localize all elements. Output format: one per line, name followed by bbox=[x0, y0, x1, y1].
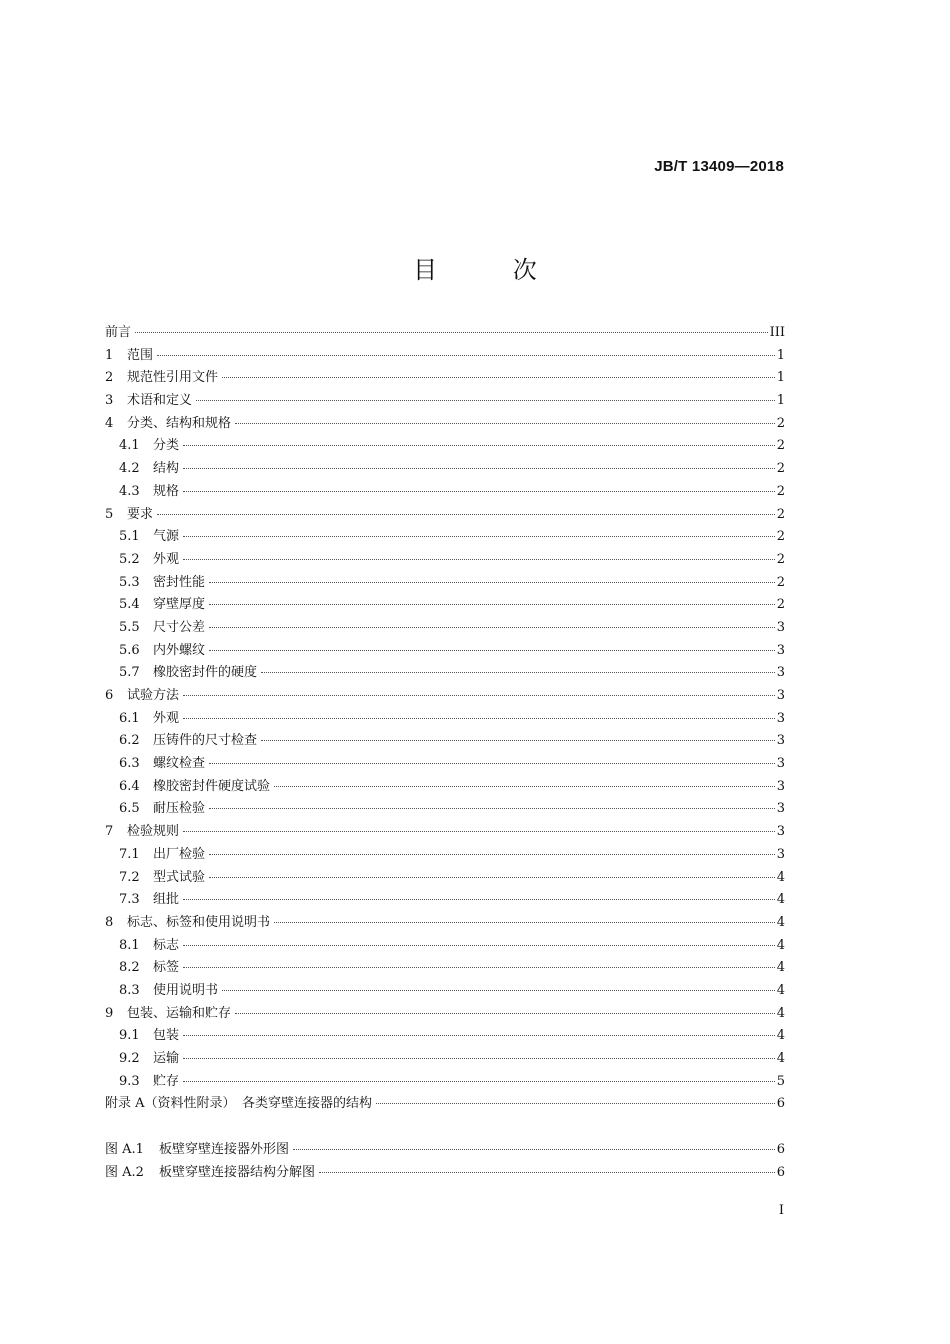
entry-number: 7.3 bbox=[119, 892, 140, 908]
dot-leader bbox=[209, 582, 775, 583]
toc-entry[interactable] bbox=[105, 481, 785, 504]
toc-entry[interactable] bbox=[105, 458, 785, 481]
dot-leader bbox=[235, 1013, 775, 1014]
toc-entry[interactable] bbox=[105, 957, 785, 980]
entry-number: 图 A.2 bbox=[105, 1164, 144, 1180]
entry-title: 橡胶密封件的硬度 bbox=[153, 665, 258, 681]
entry-page-number: 6 bbox=[776, 1142, 785, 1158]
toc-entry[interactable] bbox=[105, 730, 785, 753]
entry-page-number: 3 bbox=[776, 846, 785, 862]
toc-entry[interactable] bbox=[105, 776, 785, 799]
toc-entry[interactable] bbox=[105, 1048, 785, 1071]
entry-number: 6.1 bbox=[119, 710, 140, 726]
entry-page-number: 2 bbox=[776, 551, 785, 567]
toc-entry[interactable] bbox=[105, 980, 785, 1003]
entry-page-number: 2 bbox=[776, 529, 785, 545]
entry-title: 贮存 bbox=[153, 1073, 180, 1089]
entry-page-number: 3 bbox=[776, 710, 785, 726]
entry-number: 5.4 bbox=[119, 597, 140, 613]
page-folio: I bbox=[778, 1203, 784, 1218]
entry-title: 规范性引用文件 bbox=[127, 370, 219, 386]
entry-page-number: 3 bbox=[776, 665, 785, 681]
entry-title: 附录 A（资料性附录） 各类穿壁连接器的结构 bbox=[105, 1096, 373, 1112]
entry-title: 尺寸公差 bbox=[153, 619, 206, 635]
toc-entry[interactable] bbox=[105, 753, 785, 776]
entry-page-number: 2 bbox=[776, 438, 785, 454]
entry-title: 标志、标签和使用说明书 bbox=[127, 914, 271, 930]
dot-leader bbox=[183, 468, 775, 469]
dot-leader bbox=[183, 445, 775, 446]
entry-page-number: 4 bbox=[776, 1005, 785, 1021]
entry-title: 气源 bbox=[153, 529, 180, 545]
entry-number: 5.6 bbox=[119, 642, 140, 658]
entry-number: 8 bbox=[105, 914, 114, 930]
dot-leader bbox=[183, 491, 775, 492]
toc-entry[interactable] bbox=[105, 1003, 785, 1026]
dot-leader bbox=[183, 1035, 775, 1036]
entry-page-number: 2 bbox=[776, 574, 785, 590]
entry-page-number: 4 bbox=[776, 937, 785, 953]
entry-number: 3 bbox=[105, 393, 114, 409]
entry-number: 9.1 bbox=[119, 1028, 140, 1044]
entry-title: 外观 bbox=[153, 710, 180, 726]
dot-leader bbox=[209, 650, 775, 651]
entry-title: 使用说明书 bbox=[153, 982, 219, 998]
entry-title: 耐压检验 bbox=[153, 801, 206, 817]
entry-number: 4.1 bbox=[119, 438, 140, 454]
entry-title: 型式试验 bbox=[153, 869, 206, 885]
entry-page-number: 4 bbox=[776, 982, 785, 998]
entry-number: 5.1 bbox=[119, 529, 140, 545]
entry-number: 1 bbox=[105, 347, 114, 363]
figure-entry[interactable] bbox=[105, 1162, 785, 1185]
dot-leader bbox=[209, 627, 775, 628]
dot-leader bbox=[376, 1103, 775, 1104]
toc-entry[interactable] bbox=[105, 594, 785, 617]
dot-leader bbox=[196, 400, 775, 401]
entry-number: 5.7 bbox=[119, 665, 140, 681]
toc-entry[interactable] bbox=[105, 617, 785, 640]
entry-page-number: 3 bbox=[776, 619, 785, 635]
entry-number: 6.4 bbox=[119, 778, 140, 794]
entry-number: 4 bbox=[105, 415, 114, 431]
entry-page-number: 3 bbox=[776, 688, 785, 703]
dot-leader bbox=[209, 808, 775, 809]
entry-number: 5.2 bbox=[119, 551, 140, 567]
entry-number: 8.3 bbox=[119, 982, 140, 998]
entry-page-number: 3 bbox=[776, 824, 785, 840]
dot-leader bbox=[209, 604, 775, 605]
entry-title: 出厂检验 bbox=[153, 846, 206, 862]
entry-title: 分类、结构和规格 bbox=[127, 415, 232, 431]
table-of-contents bbox=[105, 322, 785, 1184]
toc-entry[interactable] bbox=[105, 1071, 785, 1094]
entry-title: 标志 bbox=[153, 937, 180, 953]
toc-entry[interactable] bbox=[105, 662, 785, 685]
dot-leader bbox=[183, 559, 775, 560]
entry-number: 8.1 bbox=[119, 937, 140, 953]
entry-number: 2 bbox=[105, 370, 114, 386]
entry-number: 8.2 bbox=[119, 960, 140, 976]
toc-entry[interactable] bbox=[105, 912, 785, 935]
toc-entry[interactable] bbox=[105, 935, 785, 958]
page-title: 目 次 bbox=[413, 256, 571, 284]
entry-title: 压铸件的尺寸检查 bbox=[153, 733, 258, 749]
entry-number: 6 bbox=[105, 688, 114, 703]
dot-leader bbox=[183, 1058, 775, 1059]
entry-number: 图 A.1 bbox=[105, 1142, 144, 1158]
entry-page-number: 3 bbox=[776, 756, 785, 772]
toc-entry[interactable] bbox=[105, 798, 785, 821]
entry-title: 穿壁厚度 bbox=[153, 597, 206, 613]
entry-number: 9 bbox=[105, 1005, 114, 1021]
dot-leader bbox=[293, 1149, 775, 1150]
entry-page-number: 2 bbox=[776, 415, 785, 431]
toc-entry[interactable] bbox=[105, 1025, 785, 1048]
entry-page-number: 4 bbox=[776, 892, 785, 908]
dot-leader bbox=[261, 672, 775, 673]
dot-leader bbox=[183, 967, 775, 968]
entry-page-number: 2 bbox=[776, 483, 785, 499]
dot-leader bbox=[183, 1081, 775, 1082]
toc-entry[interactable] bbox=[105, 867, 785, 890]
entry-title: 检验规则 bbox=[127, 824, 180, 840]
dot-leader bbox=[183, 899, 775, 900]
toc-entry[interactable] bbox=[105, 708, 785, 731]
entry-number: 5 bbox=[105, 506, 114, 522]
figure-entry[interactable] bbox=[105, 1139, 785, 1162]
entry-page-number: 1 bbox=[776, 347, 785, 363]
entry-title: 前言 bbox=[105, 325, 132, 340]
entry-title: 板壁穿壁连接器外形图 bbox=[159, 1142, 290, 1158]
entry-page-number: 5 bbox=[776, 1073, 785, 1089]
entry-number: 9.2 bbox=[119, 1051, 140, 1066]
entry-title: 试验方法 bbox=[127, 688, 180, 703]
entry-page-number: 4 bbox=[776, 1051, 785, 1066]
toc-entry[interactable] bbox=[105, 685, 785, 708]
entry-page-number: 3 bbox=[776, 733, 785, 749]
standard-number: JB/T 13409—2018 bbox=[654, 158, 784, 175]
dot-leader bbox=[235, 423, 775, 424]
entry-page-number: 1 bbox=[776, 393, 785, 409]
entry-page-number: 6 bbox=[776, 1096, 785, 1112]
dot-leader bbox=[222, 377, 775, 378]
entry-page-number: III bbox=[769, 325, 785, 340]
dot-leader bbox=[183, 718, 775, 719]
entry-title: 运输 bbox=[153, 1051, 180, 1066]
dot-leader bbox=[183, 831, 775, 832]
entry-page-number: 4 bbox=[776, 869, 785, 885]
dot-leader bbox=[209, 763, 775, 764]
toc-entry[interactable] bbox=[105, 322, 785, 345]
dot-leader bbox=[209, 854, 775, 855]
entry-title: 橡胶密封件硬度试验 bbox=[153, 778, 271, 794]
dot-leader bbox=[209, 877, 775, 878]
entry-number: 4.2 bbox=[119, 461, 140, 477]
dot-leader bbox=[274, 786, 775, 787]
entry-page-number: 3 bbox=[776, 778, 785, 794]
dot-leader bbox=[222, 990, 775, 991]
entry-title: 分类 bbox=[153, 438, 180, 454]
entry-number: 6.3 bbox=[119, 756, 140, 772]
dot-leader bbox=[183, 536, 775, 537]
toc-entry[interactable] bbox=[105, 1093, 785, 1116]
dot-leader bbox=[135, 332, 768, 333]
toc-entry[interactable] bbox=[105, 572, 785, 595]
entry-number: 4.3 bbox=[119, 483, 140, 499]
toc-entry[interactable] bbox=[105, 821, 785, 844]
entry-page-number: 1 bbox=[776, 370, 785, 386]
entry-number: 9.3 bbox=[119, 1073, 140, 1089]
toc-entry[interactable] bbox=[105, 367, 785, 390]
entry-number: 5.3 bbox=[119, 574, 140, 590]
toc-entry[interactable] bbox=[105, 413, 785, 436]
entry-number: 6.2 bbox=[119, 733, 140, 749]
entry-page-number: 4 bbox=[776, 1028, 785, 1044]
toc-entry[interactable] bbox=[105, 549, 785, 572]
entry-title: 螺纹检查 bbox=[153, 756, 206, 772]
entry-title: 外观 bbox=[153, 551, 180, 567]
toc-entry[interactable] bbox=[105, 390, 785, 413]
entry-number: 7.1 bbox=[119, 846, 140, 862]
entry-number: 6.5 bbox=[119, 801, 140, 817]
toc-entry[interactable] bbox=[105, 640, 785, 663]
toc-entry[interactable] bbox=[105, 345, 785, 368]
entry-page-number: 3 bbox=[776, 801, 785, 817]
entry-page-number: 6 bbox=[776, 1164, 785, 1180]
toc-entry[interactable] bbox=[105, 889, 785, 912]
dot-leader bbox=[274, 922, 775, 923]
toc-entry[interactable] bbox=[105, 844, 785, 867]
entry-title: 要求 bbox=[127, 506, 154, 522]
entry-title: 规格 bbox=[153, 483, 180, 499]
entry-title: 板壁穿壁连接器结构分解图 bbox=[159, 1164, 316, 1180]
toc-entry[interactable] bbox=[105, 504, 785, 527]
entry-page-number: 4 bbox=[776, 914, 785, 930]
entry-number: 7 bbox=[105, 824, 114, 840]
entry-title: 包装、运输和贮存 bbox=[127, 1005, 232, 1021]
dot-leader bbox=[183, 945, 775, 946]
entry-title: 组批 bbox=[153, 892, 180, 908]
entry-title: 包装 bbox=[153, 1028, 180, 1044]
entry-page-number: 2 bbox=[776, 506, 785, 522]
entry-title: 内外螺纹 bbox=[153, 642, 206, 658]
entry-title: 结构 bbox=[153, 461, 180, 477]
entry-page-number: 3 bbox=[776, 642, 785, 658]
entry-title: 术语和定义 bbox=[127, 393, 193, 409]
toc-entry[interactable] bbox=[105, 435, 785, 458]
dot-leader bbox=[183, 695, 775, 696]
dot-leader bbox=[319, 1172, 775, 1173]
entry-page-number: 4 bbox=[776, 960, 785, 976]
entry-page-number: 2 bbox=[776, 597, 785, 613]
entry-title: 标签 bbox=[153, 960, 180, 976]
dot-leader bbox=[157, 514, 775, 515]
entry-page-number: 2 bbox=[776, 461, 785, 477]
toc-entry[interactable] bbox=[105, 526, 785, 549]
entry-number: 5.5 bbox=[119, 619, 140, 635]
dot-leader bbox=[261, 740, 775, 741]
entry-title: 范围 bbox=[127, 347, 154, 363]
entry-title: 密封性能 bbox=[153, 574, 206, 590]
entry-number: 7.2 bbox=[119, 869, 140, 885]
dot-leader bbox=[157, 355, 775, 356]
